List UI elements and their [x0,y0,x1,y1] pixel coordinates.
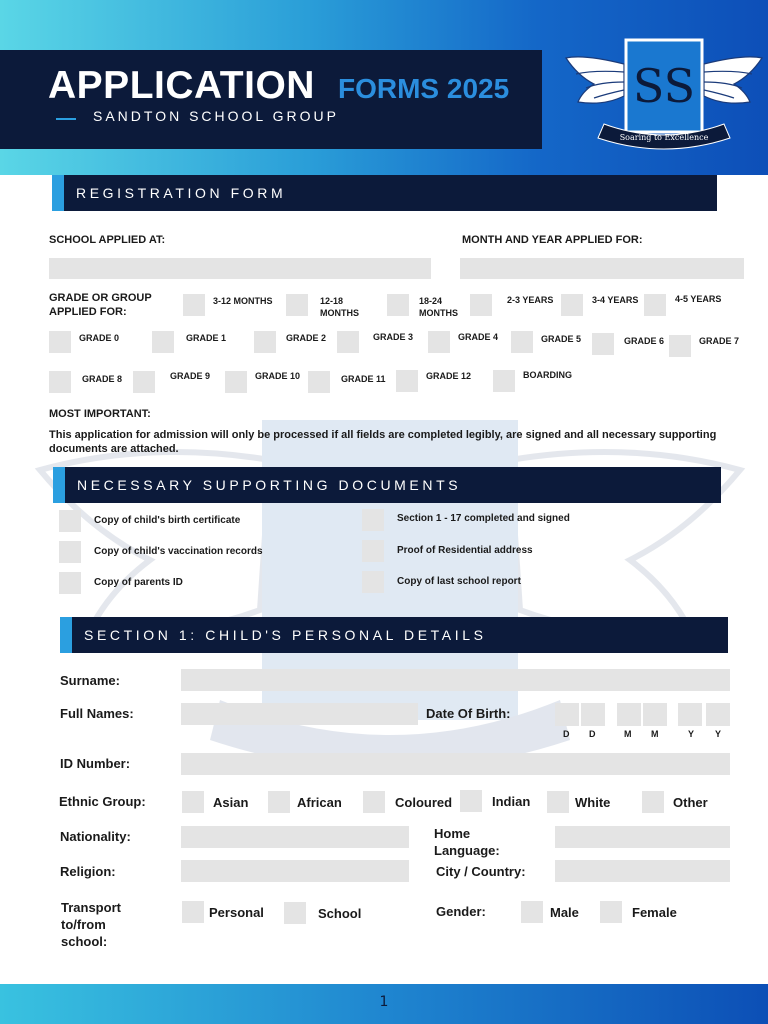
gender-label: Gender: [436,904,486,919]
important-note: This application for admission will only be processed if all fields are completed legibly, are signed and all necessary supporting documents are attached. [49,429,717,455]
religion-field[interactable] [181,860,409,882]
dob-hint: Y [688,729,695,739]
document-label: Copy of child's birth certificate [94,515,241,526]
school-applied-field[interactable] [49,258,431,279]
checkbox-vaccination-records[interactable] [59,541,81,563]
home-language-label: Home Language: [434,826,500,858]
document-label: Copy of child's vaccination records [94,546,263,557]
option-label: GRADE 12 [426,371,472,381]
checkbox-parents-id[interactable] [59,572,81,594]
option-label: 3-12 MONTHS [213,296,273,306]
dob-hint: M [624,729,632,739]
nationality-label: Nationality: [60,829,131,844]
school-applied-label: SCHOOL APPLIED AT: [49,234,166,246]
title-dash [56,118,76,120]
checkbox-grade-7[interactable] [669,335,691,357]
surname-label: Surname: [60,673,120,688]
option-label: White [575,795,611,810]
dob-month-1-input[interactable] [617,703,641,726]
document-label: Section 1 - 17 completed and signed [397,513,570,524]
dob-year-1-input[interactable] [678,703,702,726]
checkbox-grade-1[interactable] [152,331,174,353]
checkbox-grade-10[interactable] [225,371,247,393]
option-label: GRADE 8 [82,374,123,384]
transport-label: Transport to/from school: [61,900,121,949]
option-label: 3-4 YEARS [592,295,639,305]
checkbox-3-12-months[interactable] [183,294,205,316]
option-label: Male [550,905,579,920]
document-label: Copy of last school report [397,576,521,587]
option-label: GRADE 6 [624,336,665,346]
checkbox-male[interactable] [521,901,543,923]
section-bar-documents [53,467,721,503]
checkbox-residential-address[interactable] [362,540,384,562]
month-year-label: MONTH AND YEAR APPLIED FOR: [462,234,643,246]
option-label: African [297,795,342,810]
option-label: GRADE 10 [255,371,301,381]
dob-hint: D [563,729,570,739]
footer-band [0,984,768,1024]
dob-hint: Y [715,729,722,739]
nationality-field[interactable] [181,826,409,848]
checkbox-transport-school[interactable] [284,902,306,924]
checkbox-other[interactable] [642,791,664,813]
checkbox-grade-9[interactable] [133,371,155,393]
option-label: GRADE 1 [186,333,227,343]
checkbox-asian[interactable] [182,791,204,813]
option-label: GRADE 5 [541,334,582,344]
document-label: Copy of parents ID [94,577,183,588]
checkbox-grade-4[interactable] [428,331,450,353]
dob-hint: D [589,729,596,739]
section-heading: NECESSARY SUPPORTING DOCUMENTS [77,477,462,493]
checkbox-female[interactable] [600,901,622,923]
checkbox-school-report[interactable] [362,571,384,593]
page-number: 1 [379,994,389,1010]
option-label: Coloured [395,795,453,810]
checkbox-4-5-years[interactable] [644,294,666,316]
checkbox-3-4-years[interactable] [561,294,583,316]
full-names-label: Full Names: [60,706,134,721]
city-country-label: City / Country: [436,864,526,879]
id-number-label: ID Number: [60,756,131,771]
option-label: GRADE 2 [286,333,327,343]
checkbox-transport-personal[interactable] [182,901,204,923]
checkbox-white[interactable] [547,791,569,813]
checkbox-birth-certificate[interactable] [59,510,81,532]
important-label: MOST IMPORTANT: [49,408,151,420]
checkbox-18-24-months[interactable] [387,294,409,316]
checkbox-12-18-months[interactable] [286,294,308,316]
crest-motto: Soaring to Excellence [619,133,709,142]
id-number-field[interactable] [181,753,730,775]
checkbox-grade-11[interactable] [308,371,330,393]
option-label: Asian [213,795,249,810]
full-names-field[interactable] [181,703,418,725]
religion-label: Religion: [60,864,116,879]
city-country-field[interactable] [555,860,730,882]
winged-shield-crest-icon [564,24,764,154]
dob-year-2-input[interactable] [706,703,730,726]
option-label: School [318,906,362,921]
option-label: Other [673,795,708,810]
checkbox-grade-12[interactable] [396,370,418,392]
section-bar-registration [52,175,717,211]
section-heading: SECTION 1: CHILD'S PERSONAL DETAILS [84,627,487,643]
checkbox-grade-2[interactable] [254,331,276,353]
checkbox-2-3-years[interactable] [470,294,492,316]
document-label: Proof of Residential address [397,545,533,556]
home-language-field[interactable] [555,826,730,848]
checkbox-coloured[interactable] [363,791,385,813]
option-label: Female [632,905,677,920]
dob-label: Date Of Birth: [426,706,511,721]
option-label: GRADE 4 [458,332,499,342]
crest-letters: SS [632,59,696,113]
watermark-crest-icon [30,400,750,800]
dob-day-1-input[interactable] [555,703,579,726]
checkbox-grade-3[interactable] [337,331,359,353]
school-group-name: SANDTON SCHOOL GROUP [93,108,339,124]
checkbox-boarding[interactable] [493,370,515,392]
checkbox-grade-5[interactable] [511,331,533,353]
section-heading: REGISTRATION FORM [76,185,287,201]
option-label: 4-5 YEARS [675,294,722,304]
option-label: GRADE 0 [79,333,120,343]
option-label: 2-3 YEARS [507,295,554,305]
dob-month-2-input[interactable] [643,703,667,726]
month-year-field[interactable] [460,258,744,279]
option-label: GRADE 11 [341,374,386,384]
grade-group-label: GRADE OR GROUP APPLIED FOR: [49,292,152,318]
ethnic-group-label: Ethnic Group: [59,794,146,809]
checkbox-african[interactable] [268,791,290,813]
option-label: GRADE 3 [373,332,414,342]
option-label: Indian [492,794,531,809]
dob-day-2-input[interactable] [581,703,605,726]
checkbox-grade-6[interactable] [592,333,614,355]
option-label: 12-18 MONTHS [320,296,359,318]
page-title: APPLICATION [48,64,315,107]
checkbox-indian[interactable] [460,790,482,812]
surname-field[interactable] [181,669,730,691]
option-label: BOARDING [523,370,572,380]
option-label: GRADE 9 [170,371,211,381]
option-label: GRADE 7 [699,336,740,346]
checkbox-grade-8[interactable] [49,371,71,393]
page-title-accent: FORMS 2025 [338,73,510,104]
option-label: 18-24 MONTHS [419,296,458,318]
option-label: Personal [209,905,264,920]
checkbox-grade-0[interactable] [49,331,71,353]
section-bar-personal-details [60,617,728,653]
checkbox-sections-completed[interactable] [362,509,384,531]
dob-hint: M [651,729,659,739]
